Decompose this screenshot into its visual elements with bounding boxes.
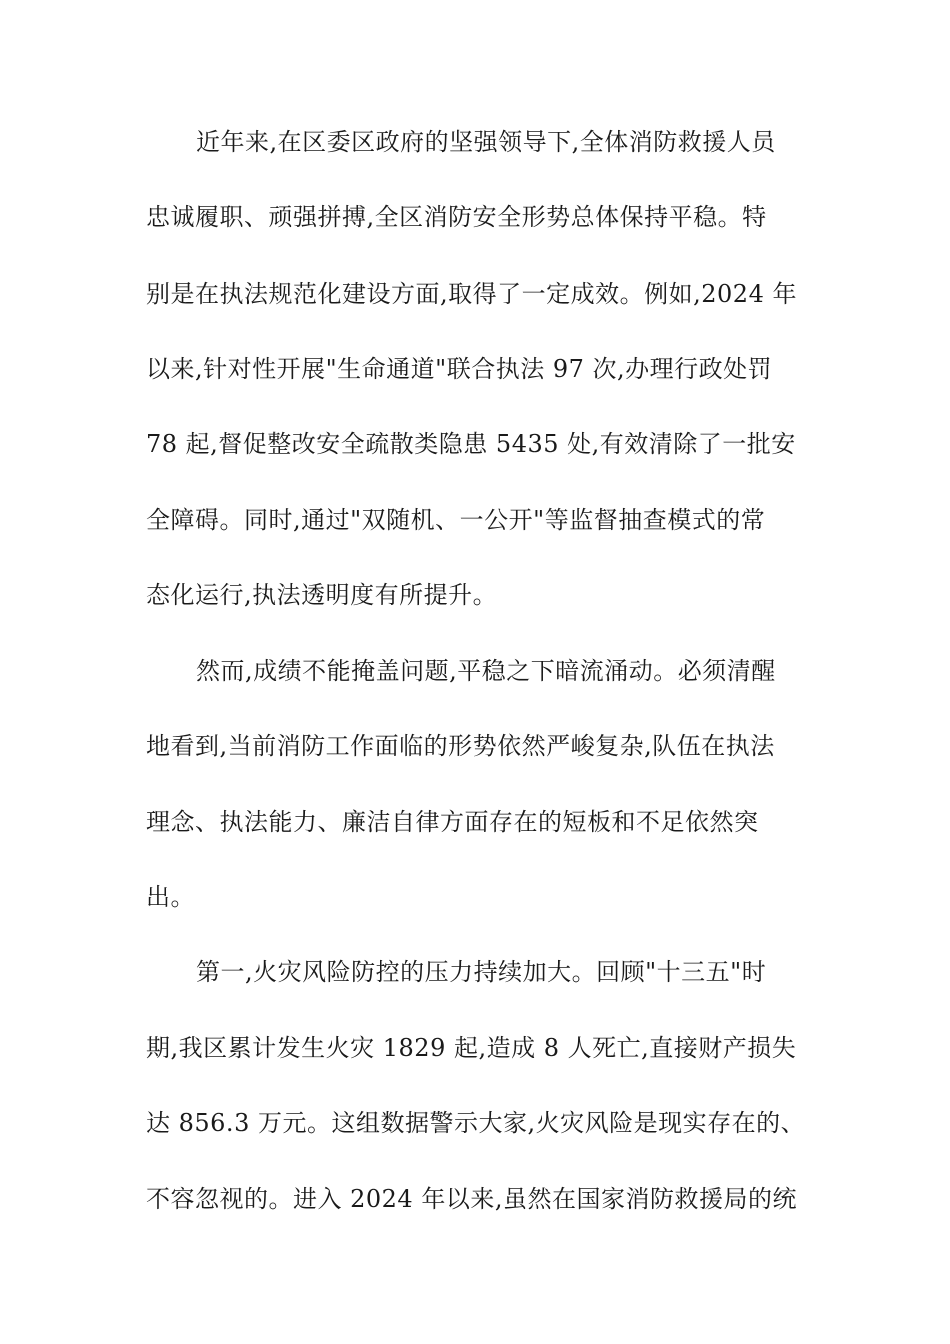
paragraph-1-line-1: 近年来,在区委区政府的坚强领导下,全体消防救援人员 <box>196 128 776 156</box>
paragraph-2-line-4: 出。 <box>146 883 195 911</box>
paragraph-2-line-2: 地看到,当前消防工作面临的形势依然严峻复杂,队伍在执法 <box>146 732 775 760</box>
paragraph-1-line-3: 别是在执法规范化建设方面,取得了一定成效。例如,2024 年 <box>146 280 797 308</box>
paragraph-1-line-6: 全障碍。同时,通过"双随机、一公开"等监督抽查模式的常 <box>146 506 766 534</box>
paragraph-1-line-5: 78 起,督促整改安全疏散类隐患 5435 处,有效清除了一批安 <box>146 430 796 458</box>
paragraph-3-line-3: 达 856.3 万元。这组数据警示大家,火灾风险是现实存在的、 <box>146 1109 806 1137</box>
paragraph-2-line-3: 理念、执法能力、廉洁自律方面存在的短板和不足依然突 <box>146 808 759 836</box>
paragraph-1-line-7: 态化运行,执法透明度有所提升。 <box>146 581 498 609</box>
paragraph-3-line-4: 不容忽视的。进入 2024 年以来,虽然在国家消防救援局的统 <box>146 1185 797 1213</box>
paragraph-3-line-1: 第一,火灾风险防控的压力持续加大。回顾"十三五"时 <box>196 958 767 986</box>
paragraph-1-line-2: 忠诚履职、顽强拼搏,全区消防安全形势总体保持平稳。特 <box>146 203 767 231</box>
paragraph-1-line-4: 以来,针对性开展"生命通道"联合执法 97 次,办理行政处罚 <box>146 355 773 383</box>
paragraph-3-line-2: 期,我区累计发生火灾 1829 起,造成 8 人死亡,直接财产损失 <box>146 1034 797 1062</box>
paragraph-2-line-1: 然而,成绩不能掩盖问题,平稳之下暗流涌动。必须清醒 <box>196 657 776 685</box>
